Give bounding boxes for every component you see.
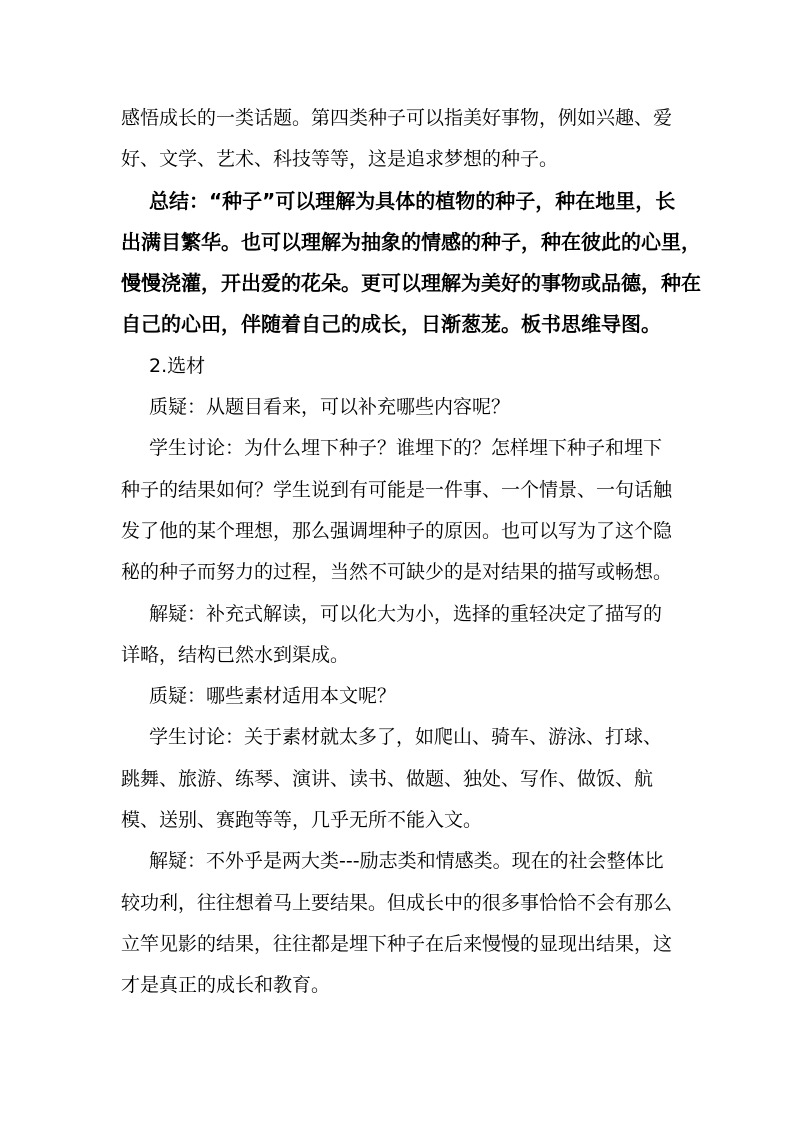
section-heading: 2.选材 (149, 354, 206, 377)
summary-line: 慢慢浇灌，开出爱的花朵。更可以理解为美好的事物或品德，种在 (121, 271, 701, 296)
summary-line: 总结：“种子”可以理解为具体的植物的种子，种在地里，长 (149, 188, 676, 213)
discussion-line: 种子的结果如何？学生说到有可能是一件事、一个情景、一句话触 (121, 478, 673, 501)
answer-line: 解疑：不外乎是两大类---励志类和情感类。现在的社会整体比 (149, 850, 664, 873)
answer-line: 解疑：补充式解读，可以化大为小，选择的重轻决定了描写的 (149, 602, 663, 625)
document-page (121, 98, 701, 1007)
discussion-line: 学生讨论：为什么埋下种子？谁埋下的？怎样埋下种子和埋下 (149, 437, 663, 460)
answer-line: 才是真正的成长和教育。 (121, 974, 331, 997)
summary-line: 自己的心田，伴随着自己的成长，日渐葱茏。板书思维导图。 (121, 312, 661, 337)
discussion-line: 模、送别、赛跑等等，几乎无所不能入文。 (121, 809, 483, 832)
question-line: 质疑：哪些素材适用本文呢？ (149, 685, 397, 708)
answer-line: 较功利，往往想着马上要结果。但成长中的很多事恰恰不会有那么 (121, 891, 673, 914)
discussion-line: 跳舞、旅游、练琴、演讲、读书、做题、独处、写作、做饭、航 (121, 767, 654, 790)
answer-line: 详略，结构已然水到渠成。 (121, 643, 350, 666)
paragraph-line: 好、文学、艺术、科技等等，这是追求梦想的种子。 (121, 148, 559, 171)
question-line: 质疑：从题目看来，可以补充哪些内容呢？ (149, 396, 511, 419)
answer-line: 立竿见影的结果，往往都是埋下种子在后来慢慢的显现出结果，这 (121, 932, 673, 955)
discussion-line: 秘的种子而努力的过程，当然不可缺少的是对结果的描写或畅想。 (121, 561, 673, 584)
summary-line: 出满目繁华。也可以理解为抽象的情感的种子，种在彼此的心里， (121, 229, 701, 254)
discussion-line: 学生讨论：关于素材就太多了，如爬山、骑车、游泳、打球、 (149, 726, 663, 749)
paragraph-line: 感悟成长的一类话题。第四类种子可以指美好事物，例如兴趣、爱 (121, 107, 673, 129)
discussion-line: 发了他的某个理想，那么强调埋种子的原因。也可以写为了这个隐 (121, 519, 673, 542)
